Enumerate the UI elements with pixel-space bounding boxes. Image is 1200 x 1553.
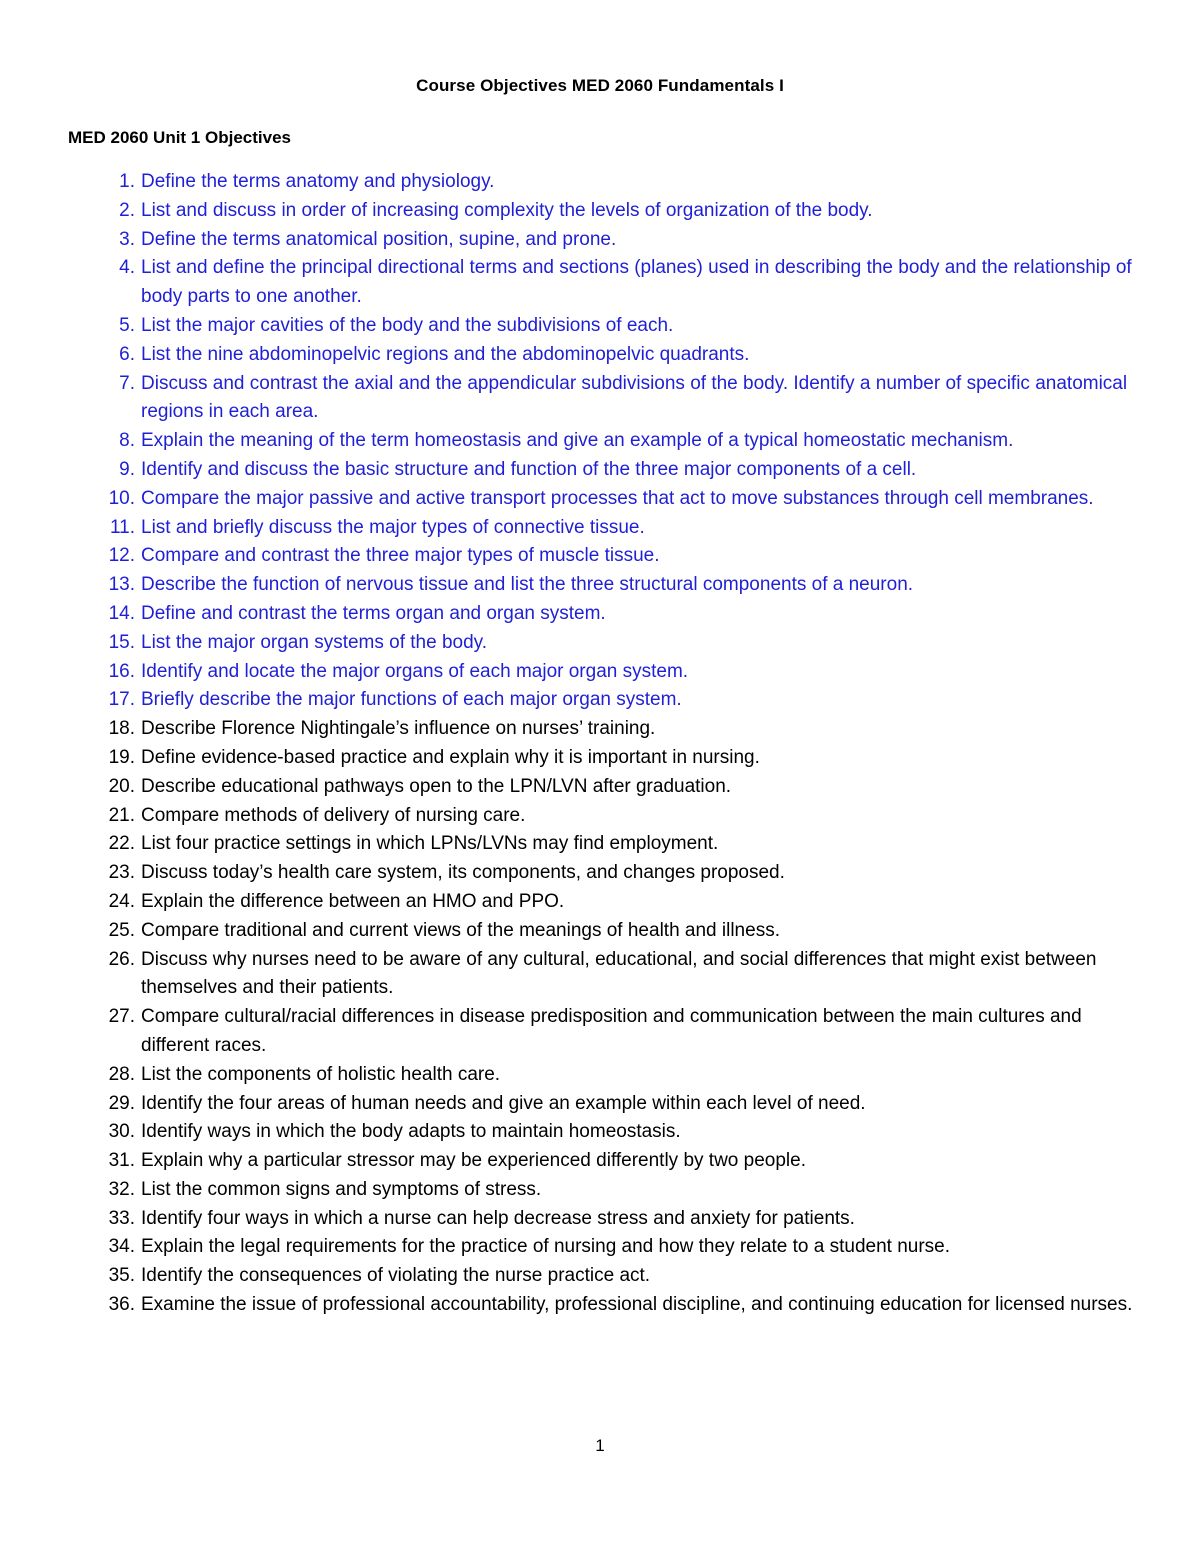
list-item bbox=[0, 312, 1200, 341]
list-item-number: 21. bbox=[108, 804, 135, 826]
list-item-text: Discuss why nurses need to be aware of any cultural, educational, and social differences that might exist between themselves and their patients. bbox=[141, 948, 1097, 999]
list-item-text: List the major cavities of the body and the subdivisions of each. bbox=[141, 314, 674, 336]
list-item-number: 5. bbox=[119, 314, 135, 336]
list-item-number: 18. bbox=[108, 718, 135, 740]
list-item bbox=[0, 485, 1200, 514]
list-item bbox=[0, 571, 1200, 600]
list-item-number: 28. bbox=[108, 1063, 135, 1085]
list-item-text: Describe educational pathways open to the LPN/LVN after graduation. bbox=[141, 775, 732, 797]
list-item-number: 7. bbox=[119, 372, 135, 394]
objectives-list bbox=[0, 168, 1200, 1320]
list-item-text: Compare methods of delivery of nursing care. bbox=[141, 804, 526, 826]
list-item-number: 30. bbox=[108, 1121, 135, 1143]
list-item-text: Explain the difference between an HMO and PPO. bbox=[141, 890, 565, 912]
list-item bbox=[0, 917, 1200, 946]
list-item bbox=[0, 1147, 1200, 1176]
list-item-text: Identify and locate the major organs of each major organ system. bbox=[141, 660, 689, 682]
list-item-number: 14. bbox=[108, 602, 135, 624]
list-item-number: 13. bbox=[108, 574, 135, 596]
list-item bbox=[0, 1176, 1200, 1205]
list-item-number: 32. bbox=[108, 1178, 135, 1200]
list-item-number: 23. bbox=[108, 862, 135, 884]
list-item-number: 15. bbox=[108, 631, 135, 653]
list-item bbox=[0, 427, 1200, 456]
list-item bbox=[0, 830, 1200, 859]
list-item-number: 2. bbox=[119, 199, 135, 221]
list-item-number: 27. bbox=[108, 1006, 135, 1028]
list-item-number: 17. bbox=[108, 689, 135, 711]
list-item bbox=[0, 1061, 1200, 1090]
list-item-number: 11. bbox=[109, 516, 135, 538]
list-item bbox=[0, 514, 1200, 543]
list-item-number: 22. bbox=[108, 833, 135, 855]
list-item-text: Identify the consequences of violating the nurse practice act. bbox=[141, 1265, 651, 1287]
list-item bbox=[0, 859, 1200, 888]
list-item bbox=[0, 254, 1200, 312]
unit-heading: MED 2060 Unit 1 Objectives bbox=[68, 128, 291, 147]
list-item bbox=[0, 542, 1200, 571]
list-item-text: Explain why a particular stressor may be experienced differently by two people. bbox=[141, 1150, 806, 1172]
list-item-text: Define the terms anatomy and physiology. bbox=[141, 171, 495, 192]
list-item-text: Examine the issue of professional accountability, professional discipline, and continuing education for licensed nurses. bbox=[141, 1294, 1133, 1316]
list-item bbox=[0, 629, 1200, 658]
list-item bbox=[0, 226, 1200, 255]
list-item-number: 31. bbox=[108, 1150, 135, 1172]
list-item-text: List four practice settings in which LPNs/LVNs may find employment. bbox=[141, 833, 719, 855]
list-item-text: List the common signs and symptoms of stress. bbox=[141, 1178, 542, 1200]
list-item-text: Identify ways in which the body adapts to maintain homeostasis. bbox=[141, 1121, 681, 1143]
list-item bbox=[0, 1205, 1200, 1234]
list-item-text: Compare cultural/racial differences in disease predisposition and communication between the main cultures and different races. bbox=[141, 1006, 1082, 1056]
list-item-text: List the components of holistic health care. bbox=[141, 1063, 501, 1085]
list-item bbox=[0, 370, 1200, 428]
list-item-number: 35. bbox=[108, 1265, 135, 1287]
list-item-number: 26. bbox=[108, 948, 135, 970]
list-item bbox=[0, 1003, 1200, 1061]
list-item-text: Explain the legal requirements for the practice of nursing and how they relate to a student nurse. bbox=[141, 1236, 951, 1258]
list-item bbox=[0, 1262, 1200, 1291]
list-item-text: Identify the four areas of human needs and give an example within each level of need. bbox=[141, 1092, 866, 1114]
list-item-number: 12. bbox=[108, 545, 135, 567]
page-number: 1 bbox=[595, 1436, 605, 1455]
list-item-number: 9. bbox=[119, 458, 135, 480]
list-item bbox=[0, 1233, 1200, 1262]
list-item-number: 6. bbox=[119, 343, 135, 365]
list-item-number: 1. bbox=[119, 171, 135, 192]
list-item-number: 10. bbox=[108, 487, 135, 509]
list-item bbox=[0, 456, 1200, 485]
list-item-text: List the nine abdominopelvic regions and the abdominopelvic quadrants. bbox=[141, 343, 750, 365]
list-item bbox=[0, 744, 1200, 773]
list-item-text: Describe Florence Nightingale’s influence on nurses’ training. bbox=[141, 718, 656, 740]
list-item bbox=[0, 1291, 1200, 1320]
list-item bbox=[0, 802, 1200, 831]
list-item-number: 4. bbox=[119, 257, 135, 279]
list-item bbox=[0, 341, 1200, 370]
list-item bbox=[0, 1090, 1200, 1119]
list-item bbox=[0, 600, 1200, 629]
list-item-number: 33. bbox=[108, 1207, 135, 1229]
list-item bbox=[0, 888, 1200, 917]
list-item-number: 3. bbox=[119, 228, 135, 250]
list-item-text: Describe the function of nervous tissue and list the three structural components of a neuron. bbox=[141, 574, 914, 596]
list-item-number: 29. bbox=[108, 1092, 135, 1114]
list-item-text: Compare and contrast the three major types of muscle tissue. bbox=[141, 545, 660, 567]
list-item-text: Explain the meaning of the term homeostasis and give an example of a typical homeostatic mechanism. bbox=[141, 430, 1014, 452]
document-title: Course Objectives MED 2060 Fundamentals I bbox=[416, 76, 784, 95]
list-item-number: 25. bbox=[108, 919, 135, 941]
list-item-number: 8. bbox=[119, 430, 135, 452]
list-item-text: Define the terms anatomical position, supine, and prone. bbox=[141, 228, 617, 250]
list-item-text: Briefly describe the major functions of each major organ system. bbox=[141, 689, 682, 711]
list-item-text: Identify four ways in which a nurse can help decrease stress and anxiety for patients. bbox=[141, 1207, 855, 1229]
list-item bbox=[0, 773, 1200, 802]
list-item bbox=[0, 197, 1200, 226]
list-item-text: List and define the principal directional terms and sections (planes) used in describing the body and the relationship of body parts to one another. bbox=[141, 257, 1132, 308]
list-item-text: List the major organ systems of the body. bbox=[141, 631, 488, 653]
list-item-number: 36. bbox=[108, 1294, 135, 1316]
list-item bbox=[0, 686, 1200, 715]
list-item bbox=[0, 715, 1200, 744]
list-item bbox=[0, 1118, 1200, 1147]
list-item-text: Compare traditional and current views of the meanings of health and illness. bbox=[141, 919, 780, 941]
list-item-text: Discuss and contrast the axial and the appendicular subdivisions of the body. Identify a number of specific anatomical regions in each area. bbox=[141, 372, 1128, 423]
list-item-number: 16. bbox=[108, 660, 135, 682]
list-item bbox=[0, 946, 1200, 1004]
list-item-text: Discuss today’s health care system, its components, and changes proposed. bbox=[141, 862, 785, 884]
list-item-number: 19. bbox=[108, 746, 135, 768]
list-item bbox=[0, 658, 1200, 687]
list-item-text: List and discuss in order of increasing complexity the levels of organization of the body. bbox=[141, 199, 873, 221]
list-item-number: 24. bbox=[108, 890, 135, 912]
list-item-number: 20. bbox=[108, 775, 135, 797]
list-item-text: Define evidence-based practice and explain why it is important in nursing. bbox=[141, 746, 760, 768]
list-item-text: List and briefly discuss the major types of connective tissue. bbox=[141, 516, 645, 538]
list-item-number: 34. bbox=[108, 1236, 135, 1258]
list-item bbox=[0, 168, 1200, 197]
list-item-text: Compare the major passive and active transport processes that act to move substances through cell membranes. bbox=[141, 487, 1094, 509]
list-item-text: Identify and discuss the basic structure and function of the three major components of a cell. bbox=[141, 458, 917, 480]
list-item-text: Define and contrast the terms organ and organ system. bbox=[141, 602, 606, 624]
